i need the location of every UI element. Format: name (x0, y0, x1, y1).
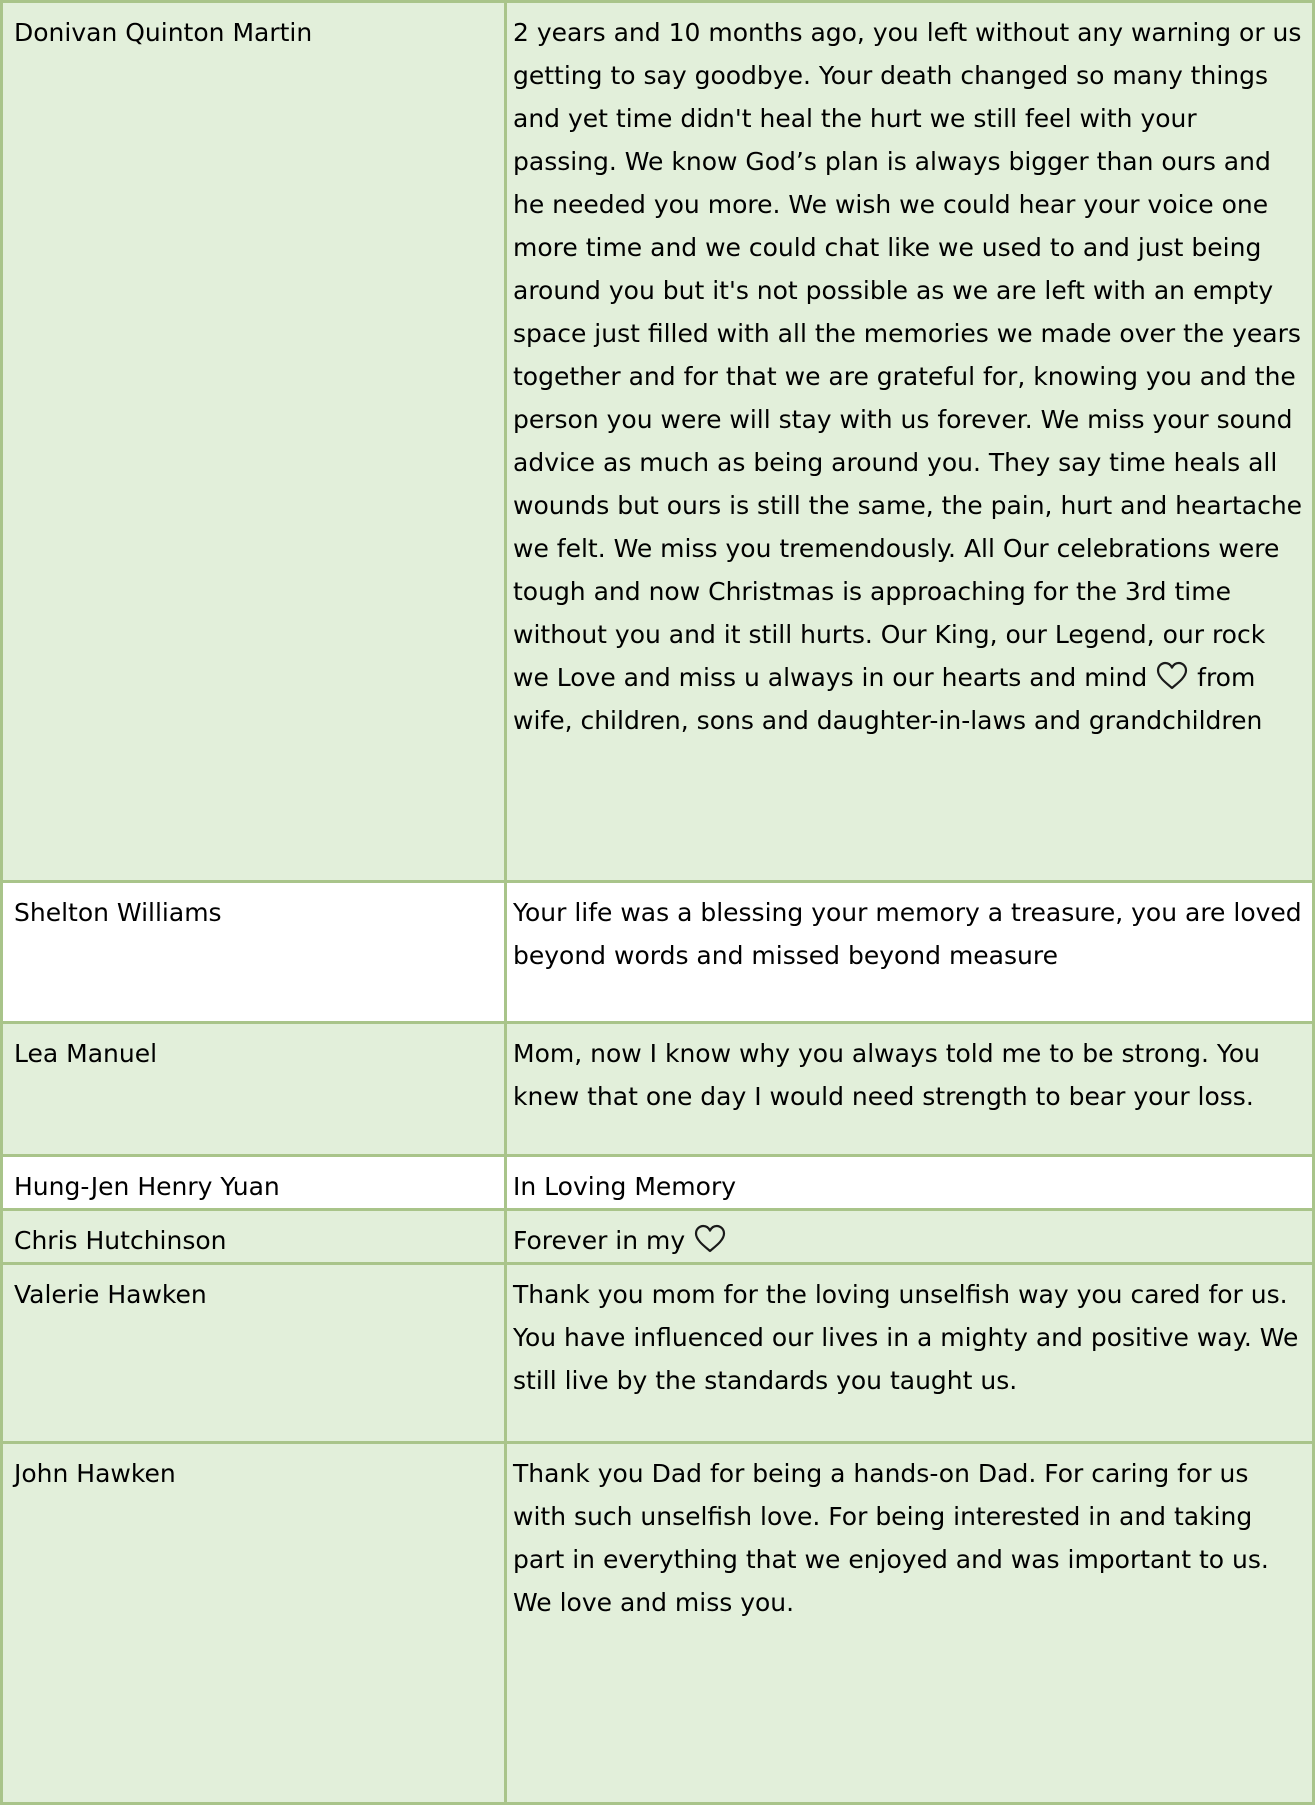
name-cell[interactable] (2, 1156, 506, 1210)
message-cell[interactable] (506, 2, 1314, 882)
name-text: Lea Manuel (14, 1039, 158, 1068)
message-text: Thank you mom for the loving unselfish way you cared for us. You have influenced our lives in a mighty and positive way. We still live by the standards you taught us. (513, 1280, 1299, 1395)
table-row (2, 2, 1314, 882)
message-cell[interactable] (506, 1443, 1314, 1804)
table-row (2, 1443, 1314, 1804)
message-text-continued: from wife, children, sons and daughter-in-laws and grandchildren (513, 663, 1263, 735)
table-row (2, 1210, 1314, 1264)
name-cell[interactable] (2, 882, 506, 1023)
name-text: John Hawken (14, 1459, 176, 1488)
heart-outline-icon (694, 1224, 726, 1253)
heart-outline-icon (1156, 661, 1188, 690)
name-text: Shelton Williams (14, 898, 222, 927)
table-row (2, 882, 1314, 1023)
message-text: Thank you Dad for being a hands-on Dad. For caring for us with such unselfish love. For being interested in and taking part in everything that we enjoyed and was important to us. We love and miss you. (513, 1459, 1269, 1617)
name-cell[interactable] (2, 1023, 506, 1156)
message-text: Your life was a blessing your memory a treasure, you are loved beyond words and missed beyond measure (513, 898, 1302, 970)
name-text: Chris Hutchinson (14, 1226, 227, 1255)
message-cell[interactable] (506, 882, 1314, 1023)
message-cell[interactable] (506, 1210, 1314, 1264)
name-cell[interactable] (2, 1264, 506, 1443)
table-row (2, 1156, 1314, 1210)
name-cell[interactable] (2, 2, 506, 882)
message-cell[interactable] (506, 1023, 1314, 1156)
message-cell[interactable] (506, 1264, 1314, 1443)
name-text: Hung-Jen Henry Yuan (14, 1172, 280, 1201)
name-cell[interactable] (2, 1443, 506, 1804)
table-row (2, 1264, 1314, 1443)
message-cell[interactable] (506, 1156, 1314, 1210)
message-text: Mom, now I know why you always told me to be strong. You knew that one day I would need strength to bear your loss. (513, 1039, 1261, 1111)
message-text: In Loving Memory (513, 1172, 737, 1201)
name-text: Donivan Quinton Martin (14, 18, 313, 47)
message-text: Forever in my (513, 1226, 686, 1255)
name-text: Valerie Hawken (14, 1280, 207, 1309)
message-text: 2 years and 10 months ago, you left without any warning or us getting to say goodbye. Your death changed so many things and yet time didn't heal the hurt we still feel with your passing. We know God’s plan is always bigger than ours and he needed you more. We wish we could hear your voice one more time and we could chat like we used to and just being around you but it's not possible as we are left with an empty space just filled with all the memories we made over the years together and for that we are grateful for, knowing you and the person you were will stay with us forever. We miss your sound advice as much as being around you. They say time heals all wounds but ours is still the same, the pain, hurt and heartache we felt. We miss you tremendously. All Our celebrations were tough and now Christmas is approaching for the 3rd time without you and it still hurts. Our King, our Legend, our rock we Love and miss u always in our hearts and mind (513, 18, 1303, 692)
table-row (2, 1023, 1314, 1156)
name-cell[interactable] (2, 1210, 506, 1264)
